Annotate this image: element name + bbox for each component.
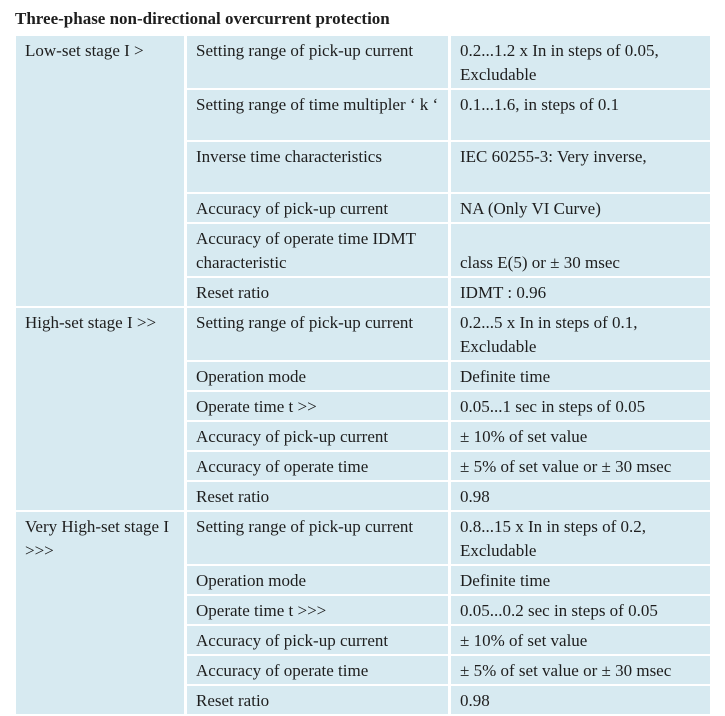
parameter-cell: Reset ratio: [186, 685, 450, 715]
parameter-cell: Inverse time characteristics: [186, 141, 450, 193]
table-row: [15, 511, 712, 565]
parameter-cell: Operate time t >>: [186, 391, 450, 421]
parameter-cell: Accuracy of pick-up current: [186, 625, 450, 655]
parameter-cell: Setting range of pick-up current: [186, 511, 450, 565]
value-cell: NA (Only VI Curve): [450, 193, 712, 223]
parameter-cell: Setting range of pick-up current: [186, 307, 450, 361]
value-cell: ± 5% of set value or ± 30 msec: [450, 655, 712, 685]
parameter-cell: Setting range of time multipler ‘ k ‘: [186, 89, 450, 141]
parameter-cell: Reset ratio: [186, 481, 450, 511]
parameter-cell: Operation mode: [186, 361, 450, 391]
value-cell: ± 10% of set value: [450, 625, 712, 655]
stage-name-cell: High-set stage I >>: [15, 307, 186, 511]
value-cell: 0.2...1.2 x In in steps of 0.05, Excludable: [450, 35, 712, 89]
value-cell: ± 10% of set value: [450, 421, 712, 451]
value-cell: Definite time: [450, 361, 712, 391]
value-cell: ± 5% of set value or ± 30 msec: [450, 451, 712, 481]
parameter-cell: Accuracy of operate time: [186, 655, 450, 685]
value-cell: 0.2...5 x In in steps of 0.1, Excludable: [450, 307, 712, 361]
value-cell: class E(5) or ± 30 msec: [450, 223, 712, 277]
parameter-cell: Accuracy of operate time: [186, 451, 450, 481]
parameter-cell: Reset ratio: [186, 277, 450, 307]
parameter-cell: Accuracy of pick-up current: [186, 421, 450, 451]
parameter-cell: Accuracy of pick-up current: [186, 193, 450, 223]
table-row: [15, 35, 712, 89]
specification-table-body: [15, 35, 712, 715]
stage-name-cell: Very High-set stage I >>>: [15, 511, 186, 715]
value-cell: IDMT : 0.96: [450, 277, 712, 307]
parameter-cell: Setting range of pick-up current: [186, 35, 450, 89]
value-cell: 0.05...0.2 sec in steps of 0.05: [450, 595, 712, 625]
value-cell: 0.98: [450, 685, 712, 715]
parameter-cell: Operate time t >>>: [186, 595, 450, 625]
parameter-cell: Accuracy of operate time IDMT characteristic: [186, 223, 450, 277]
table-row: [15, 307, 712, 361]
page-title: Three-phase non-directional overcurrent protection: [15, 9, 390, 28]
value-cell: 0.98: [450, 481, 712, 511]
parameter-cell: Operation mode: [186, 565, 450, 595]
value-cell: IEC 60255-3: Very inverse,: [450, 141, 712, 193]
value-cell: 0.8...15 x In in steps of 0.2, Excludable: [450, 511, 712, 565]
stage-name-cell: Low-set stage I >: [15, 35, 186, 307]
value-cell: Definite time: [450, 565, 712, 595]
value-cell: 0.1...1.6, in steps of 0.1: [450, 89, 712, 141]
value-cell: 0.05...1 sec in steps of 0.05: [450, 391, 712, 421]
specification-table: [13, 34, 713, 716]
